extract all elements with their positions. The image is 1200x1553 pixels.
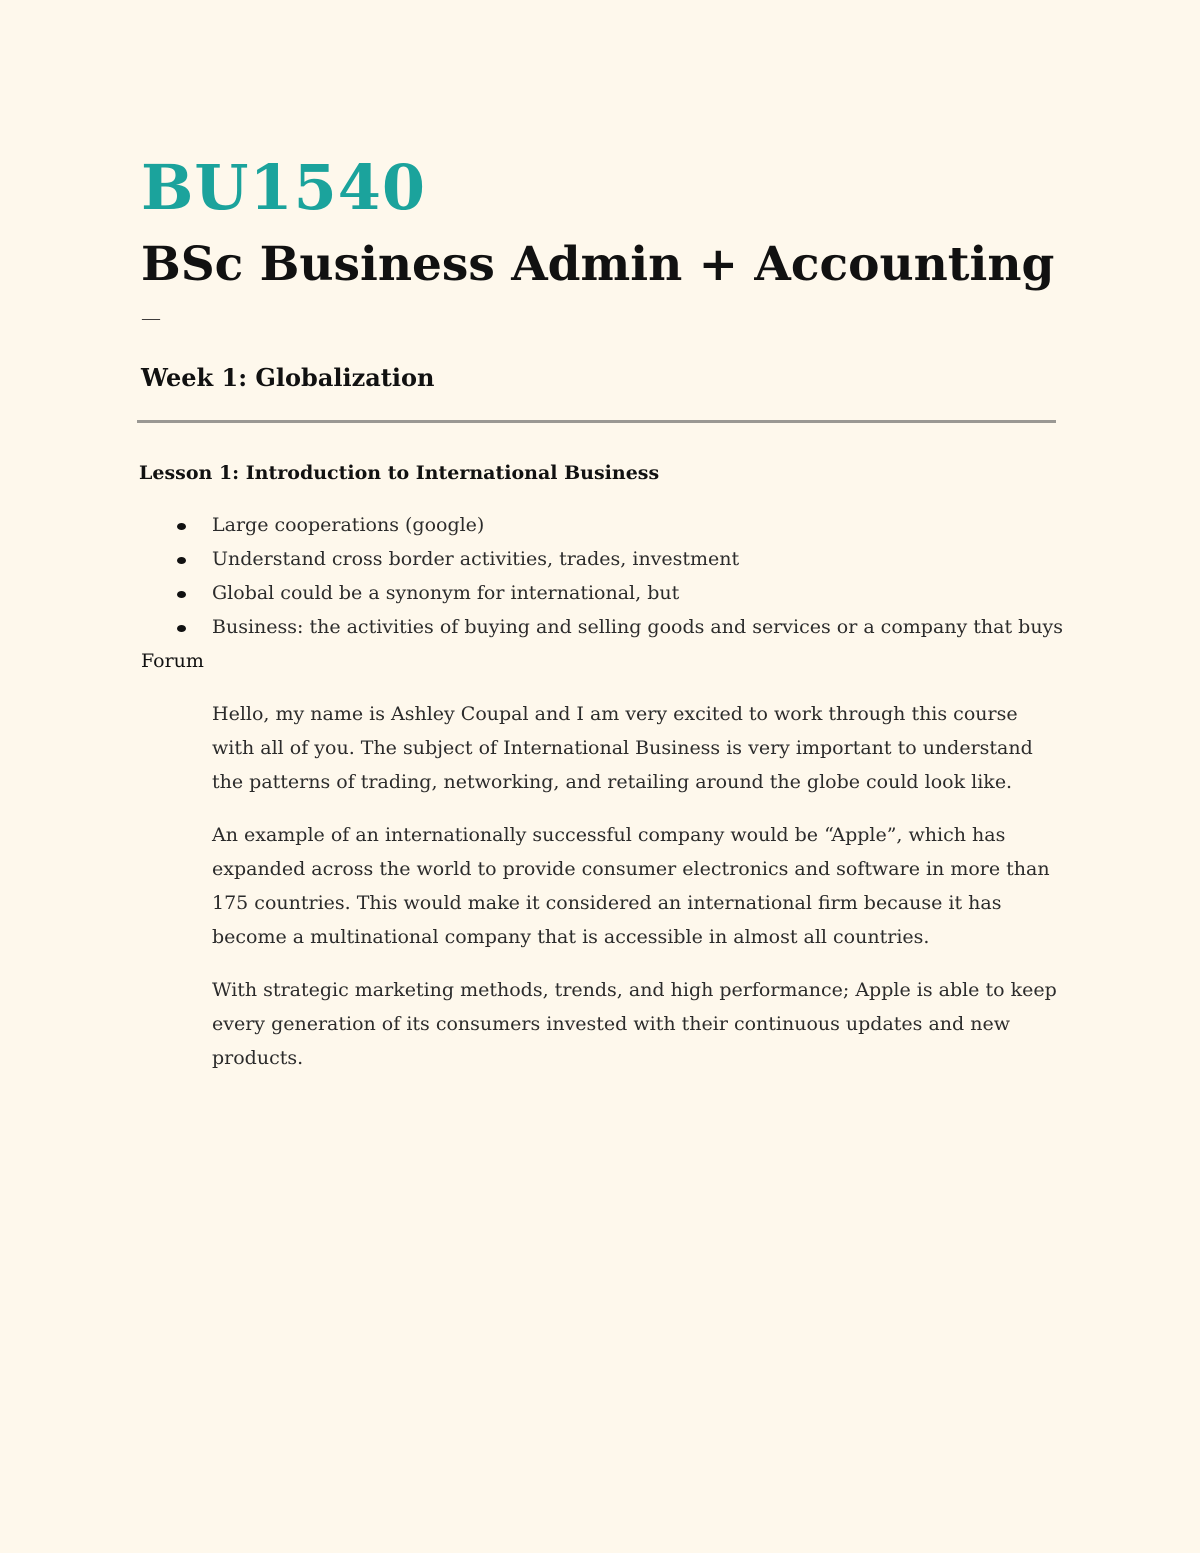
bullet-icon — [177, 557, 186, 564]
bullet-text: Global could be a synonym for international, but — [212, 582, 680, 604]
bullet-icon — [177, 625, 186, 632]
bullet-icon — [177, 523, 186, 530]
section-divider — [137, 420, 1056, 423]
bullet-text: Large cooperations (google) — [212, 514, 485, 536]
course-code: BU1540 — [141, 151, 427, 224]
week-title: Week 1: Globalization — [141, 363, 435, 392]
forum-paragraph: Hello, my name is Ashley Coupal and I am very excited to work through this course with all of you. The subject of International Business is very important to understand the patterns of trading, networking, and retailing around the globe could look like. — [212, 703, 1033, 793]
program-title: BSc Business Admin + Accounting — [141, 237, 1055, 292]
forum-post-body — [212, 697, 1062, 1094]
list-item — [0, 508, 1200, 542]
forum-paragraph: An example of an internationally successful company would be “Apple”, which has expanded across the world to provide consumer electronics and software in more than 175 countries. This would make it considered an international firm because it has become a multinational company that is accessible in almost all countries. — [212, 824, 1050, 948]
list-item — [0, 542, 1200, 576]
forum-paragraph: With strategic marketing methods, trends, and high performance; Apple is able to keep every generation of its consumers invested with their continuous updates and new products. — [212, 979, 1057, 1069]
bullet-icon — [177, 591, 186, 598]
title-dash: — — [142, 308, 160, 328]
bullet-text: Business: the activities of buying and selling goods and services or a company that buys — [212, 616, 1064, 638]
forum-label: Forum — [141, 650, 204, 672]
lesson-bullet-list — [0, 508, 1200, 644]
lesson-title: Lesson 1: Introduction to International Business — [139, 462, 660, 484]
list-item — [0, 576, 1200, 610]
bullet-text: Understand cross border activities, trades, investment — [212, 548, 740, 570]
list-item — [0, 610, 1200, 644]
